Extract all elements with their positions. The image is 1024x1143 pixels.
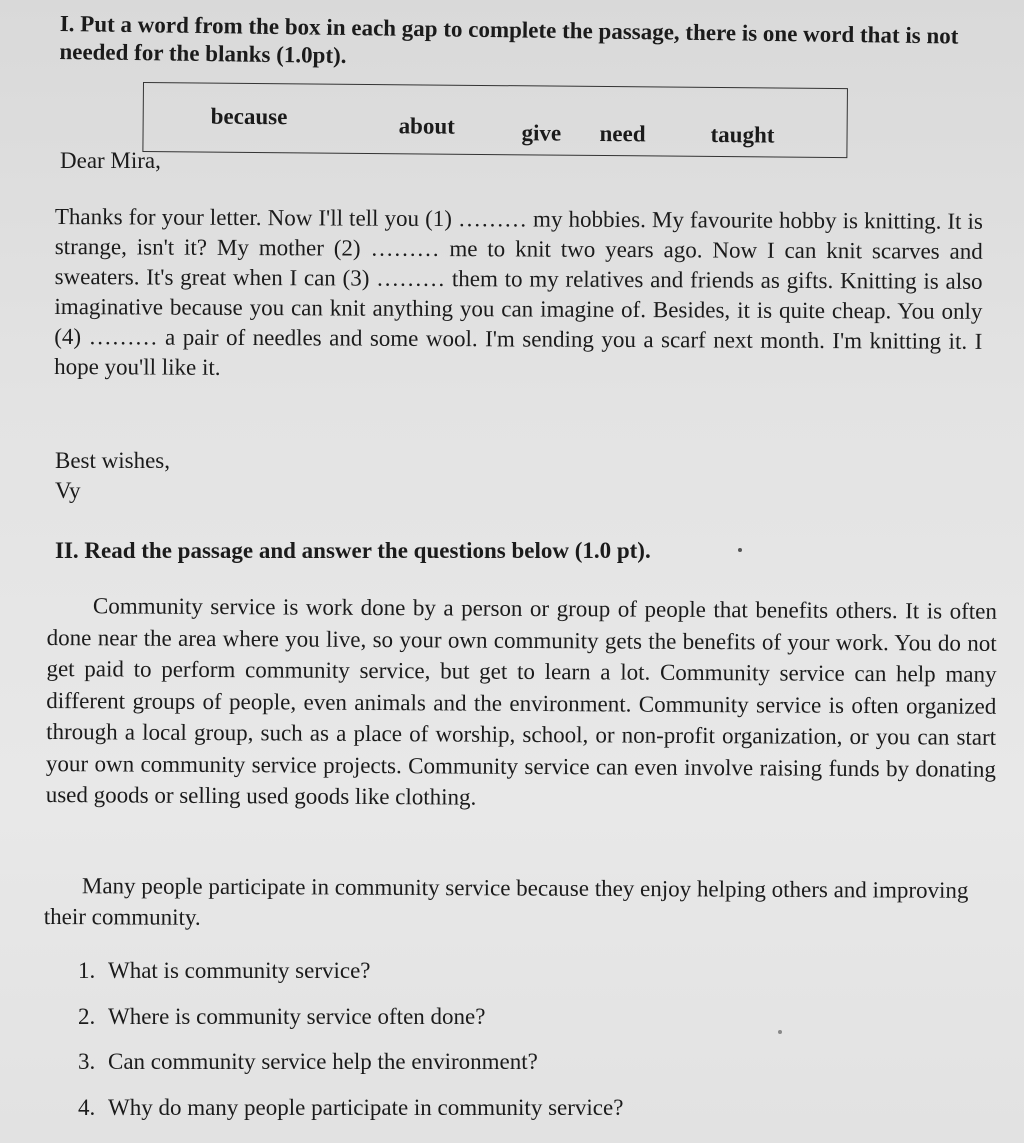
passage-paragraph-2: Many people participate in community service because they enjoy helping others and improving their community. (43, 873, 969, 930)
question-text: What is community service? (108, 958, 371, 983)
question-number: 3. (78, 1049, 96, 1074)
word-option: need (599, 120, 646, 147)
letter-greeting: Dear Mira, (60, 148, 161, 173)
question-list (78, 956, 623, 1138)
question-item (78, 1002, 623, 1048)
question-text: Why do many people participate in community service? (108, 1094, 624, 1120)
letter-closing (55, 446, 170, 506)
ink-dot (738, 548, 742, 552)
letter-body (54, 202, 983, 387)
word-box (142, 82, 848, 158)
section-1-heading: I. Put a word from the box in each gap to complete the passage, there is one word that is not needed for the blanks (1.0pt). (59, 10, 959, 69)
question-item (78, 956, 623, 1002)
closing-phrase: Best wishes, (55, 448, 170, 473)
passage-paragraph-1: Community service is work done by a person or group of people that benefits others. It is often done near the area where you live, so your own community gets the benefits of your work. You do not get paid to perform community service, but get to learn a lot. Community service can help many different groups of people, even animals and the environment. Community service is often organized through a local group, such as a place of worship, school, or non-profit organization, or you can start your own community service projects. Community service can even involve raising funds by donating used goods or selling used goods like clothing. (45, 593, 997, 810)
ink-dot (778, 1030, 782, 1034)
signature: Vy (55, 478, 81, 503)
word-option: because (210, 103, 288, 130)
letter-paragraph: Thanks for your letter. Now I'll tell you (1) ……… my hobbies. My favourite hobby is knitting. It is strange, isn't it? My mother (2) ……… me to knit two years ago. Now I can knit scarves and sweaters. It's great when I can (3) ……… them to my relatives and friends as gifts. Knitting is also imaginative because you can knit anything you can imagine of. Besides, it is quite cheap. You only (4) ……… a pair of needles and some wool. I'm sending you a scarf next month. I'm knitting it. I hope you'll like it. (54, 203, 983, 380)
word-option: about (398, 113, 455, 139)
question-number: 2. (78, 1003, 96, 1029)
word-option: taught (710, 121, 775, 148)
question-text: Can community service help the environment? (108, 1049, 538, 1074)
section-2-heading: II. Read the passage and answer the questions below (1.0 pt). (55, 538, 651, 563)
question-number: 4. (78, 1094, 96, 1120)
question-number: 1. (78, 958, 96, 983)
word-option: give (521, 120, 562, 146)
reading-passage (46, 590, 997, 816)
question-item (78, 1093, 623, 1139)
question-text: Where is community service often done? (108, 1003, 486, 1029)
question-item (78, 1047, 623, 1093)
reading-passage-2 (44, 870, 1004, 937)
